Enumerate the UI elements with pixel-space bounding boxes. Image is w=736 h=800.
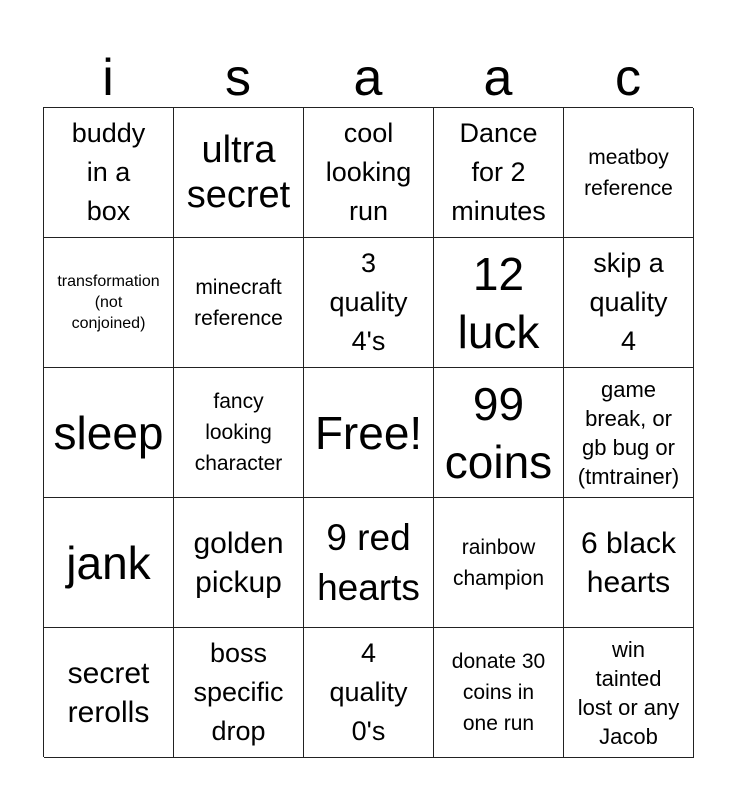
bingo-cell[interactable] [564, 498, 694, 628]
bingo-cell[interactable] [564, 238, 694, 368]
cell-text: rainbow champion [452, 535, 545, 590]
cell-text: sleep [53, 406, 164, 459]
cell-text: jank [66, 536, 151, 589]
bingo-cell[interactable] [44, 108, 174, 238]
bingo-cell[interactable] [44, 628, 174, 758]
bingo-cell[interactable] [174, 108, 304, 238]
bingo-cell[interactable] [564, 368, 694, 498]
bingo-cell[interactable] [304, 108, 434, 238]
cell-text: buddy in a box [71, 118, 146, 226]
bingo-cell[interactable] [434, 108, 564, 238]
cell-text: minecraft reference [194, 275, 283, 330]
bingo-cell[interactable] [304, 628, 434, 758]
bingo-cell[interactable] [564, 108, 694, 238]
cell-text: fancy looking character [194, 390, 283, 475]
bingo-cell[interactable] [434, 628, 564, 758]
cell-text: game break, or gb bug or (tmtrainer) [577, 376, 680, 489]
cell-text: secret rerolls [67, 656, 150, 729]
cell-text: 6 black hearts [580, 526, 677, 599]
cell-text: transformation (not conjoined) [57, 273, 160, 332]
cell-text: ultra secret [186, 128, 291, 216]
bingo-cell[interactable] [434, 498, 564, 628]
cell-text: 3 quality 4's [329, 248, 408, 356]
bingo-cell[interactable] [174, 628, 304, 758]
bingo-cell[interactable] [434, 238, 564, 368]
cell-text: 9 red hearts [317, 516, 420, 608]
bingo-cell[interactable] [304, 238, 434, 368]
cell-text: skip a quality 4 [589, 248, 668, 356]
bingo-cell[interactable] [44, 368, 174, 498]
header-letter-1: i [102, 49, 114, 107]
cell-text: 4 quality 0's [329, 638, 408, 746]
bingo-cell[interactable] [564, 628, 694, 758]
bingo-cell free-space[interactable] [304, 368, 434, 498]
bingo-cell[interactable] [174, 238, 304, 368]
cell-text: golden pickup [193, 526, 284, 599]
cell-text: meatboy reference [584, 145, 673, 200]
cell-text: 99 coins [444, 377, 553, 488]
cell-text: Free! [314, 406, 423, 459]
header-letter-5: c [615, 49, 641, 107]
bingo-cell[interactable] [174, 368, 304, 498]
cell-text: cool looking run [325, 118, 412, 226]
bingo-board [43, 107, 693, 757]
header-letter-4: a [483, 49, 513, 107]
bingo-header [43, 48, 693, 108]
bingo-cell[interactable] [44, 498, 174, 628]
cell-text: boss specific drop [193, 638, 284, 746]
bingo-cell[interactable] [304, 498, 434, 628]
cell-text: donate 30 coins in one run [451, 650, 546, 735]
header-letter-3: a [353, 49, 383, 107]
bingo-cell[interactable] [434, 368, 564, 498]
cell-text: 12 luck [457, 247, 540, 358]
cell-text: win tainted lost or any Jacob [577, 636, 680, 749]
bingo-cell[interactable] [174, 498, 304, 628]
cell-text: Dance for 2 minutes [451, 118, 546, 226]
header-letter-2: s [225, 49, 251, 107]
bingo-cell[interactable] [44, 238, 174, 368]
